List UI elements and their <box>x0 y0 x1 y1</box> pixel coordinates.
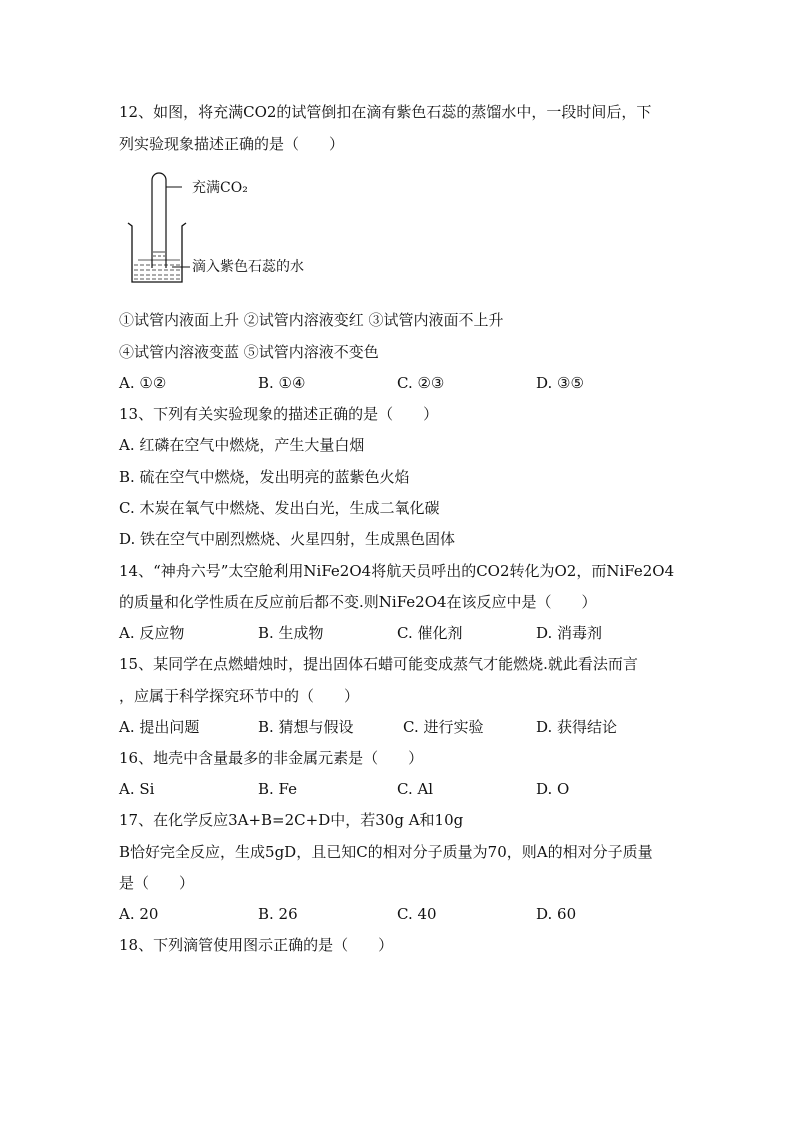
q16-stem: 16、地壳中含量最多的非金属元素是（ ） <box>119 749 424 767</box>
q17-stem-line2: B恰好完全反应，生成5gD，且已知C的相对分子质量为70，则A的相对分子质量 <box>119 843 653 861</box>
q17-stem-line1: 17、在化学反应3A+B=2C+D中，若30g A和10g <box>119 811 464 829</box>
q12-statements-line1: ①试管内液面上升 ②试管内溶液变红 ③试管内液面不上升 <box>119 311 504 329</box>
q14-option-c: C. 催化剂 <box>397 624 463 642</box>
q14-stem-line2: 的质量和化学性质在反应前后都不变.则NiFe2O4在该反应中是（ ） <box>119 593 597 611</box>
q14-option-b: B. 生成物 <box>258 624 324 642</box>
q17-option-b: B. 26 <box>258 905 298 923</box>
q13-option-d: D. 铁在空气中剧烈燃烧、火星四射，生成黑色固体 <box>119 530 456 548</box>
q13-option-b: B. 硫在空气中燃烧，发出明亮的蓝紫色火焰 <box>119 468 410 486</box>
q12-option-d: D. ③⑤ <box>536 374 584 392</box>
q17-option-c: C. 40 <box>397 905 437 923</box>
test-tube <box>152 173 166 268</box>
q12-stem-line1: 12、如图，将充满CO2的试管倒扣在滴有紫色石蕊的蒸馏水中，一段时间后，下 <box>119 103 652 121</box>
q12-option-b: B. ①④ <box>258 374 306 392</box>
q14-option-d: D. 消毒剂 <box>536 624 603 642</box>
q15-option-c: C. 进行实验 <box>403 718 484 736</box>
q12-option-a: A. ①② <box>119 374 167 392</box>
beaker <box>128 223 186 282</box>
q16-option-d: D. O <box>536 780 570 798</box>
q14-stem-line1: 14、“神舟六号”太空舱利用NiFe2O4将航天员呼出的CO2转化为O2，而NiFe2O4 <box>119 562 675 580</box>
figure-label-co2: 充满CO₂ <box>192 180 248 196</box>
q12-option-c: C. ②③ <box>397 374 445 392</box>
q15-option-b: B. 猜想与假设 <box>258 718 354 736</box>
q17-stem-line3: 是（ ） <box>119 874 195 892</box>
water-fill <box>134 260 180 279</box>
q14-option-a: A. 反应物 <box>119 624 185 642</box>
q12-stem-line2: 列实验现象描述正确的是（ ） <box>119 135 345 153</box>
q16-option-a: A. Si <box>119 780 155 798</box>
q18-stem: 18、下列滴管使用图示正确的是（ ） <box>119 936 394 954</box>
q15-stem-line2: ，应属于科学探究环节中的（ ） <box>119 687 360 705</box>
q17-option-a: A. 20 <box>119 905 159 923</box>
q16-option-c: C. Al <box>397 780 434 798</box>
q12-statements-line2: ④试管内溶液变蓝 ⑤试管内溶液不变色 <box>119 343 379 361</box>
q12-figure <box>120 168 360 298</box>
q13-stem: 13、下列有关实验现象的描述正确的是（ ） <box>119 405 439 423</box>
q15-option-d: D. 获得结论 <box>536 718 618 736</box>
q17-option-d: D. 60 <box>536 905 577 923</box>
q13-option-c: C. 木炭在氧气中燃烧、发出白光，生成二氧化碳 <box>119 499 440 517</box>
q15-option-a: A. 提出问题 <box>119 718 200 736</box>
q13-option-a: A. 红磷在空气中燃烧，产生大量白烟 <box>119 436 365 454</box>
q16-option-b: B. Fe <box>258 780 298 798</box>
figure-label-water: 滴入紫色石蕊的水 <box>192 259 304 275</box>
q15-stem-line1: 15、某同学在点燃蜡烛时，提出固体石蜡可能变成蒸气才能燃烧.就此看法而言 <box>119 655 638 673</box>
